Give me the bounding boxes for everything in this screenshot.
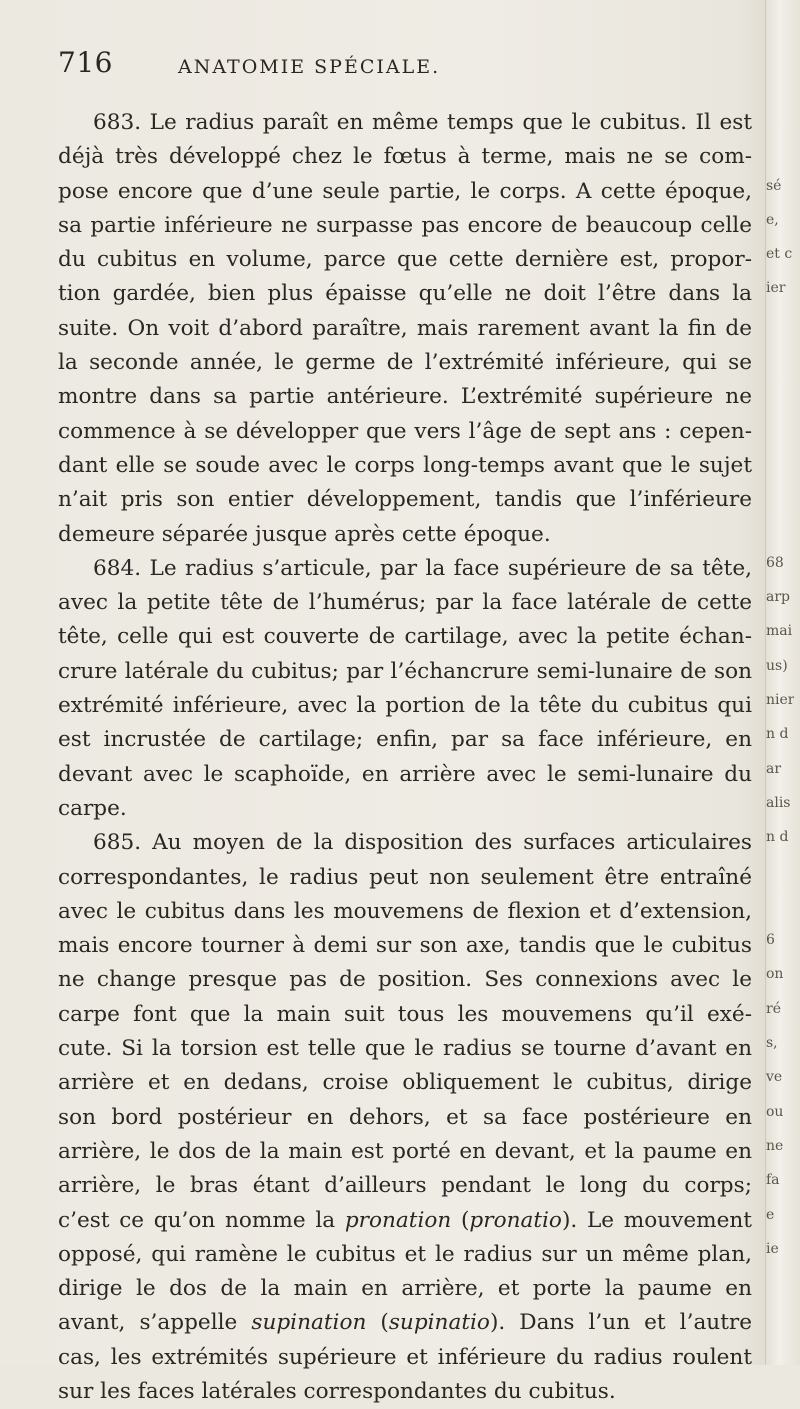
- text-line: arrière, le bras étant d’ailleurs pendant le long du corps;: [58, 1173, 752, 1199]
- text-line: sa partie inférieure ne surpasse pas encore de beaucoup celle: [58, 212, 752, 238]
- text-line: la seconde année, le germe de l’extrémité inférieure, qui se: [58, 350, 752, 376]
- text-line: suite. On voit d’abord paraître, mais rarement avant la fin de: [58, 315, 752, 341]
- margin-fragment: e: [766, 1206, 775, 1223]
- margin-fragment: [766, 374, 794, 408]
- text-line: déjà très développé chez le fœtus à terme, mais ne se com-: [58, 144, 752, 170]
- text-line: avec la petite tête de l’humérus; par la face latérale de cette: [58, 590, 752, 616]
- text-line: devant avec le scaphoïde, en arrière avec le semi-lunaire du: [58, 761, 752, 787]
- text-line: mais encore tourner à demi sur son axe, tandis que le cubitus: [58, 933, 752, 959]
- margin-fragment: nier: [766, 692, 794, 709]
- text-line: cas, les extrémités supérieure et inférieure du radius roulent: [58, 1344, 752, 1370]
- paragraph: [58, 106, 752, 552]
- text-line: son bord postérieur en dehors, et sa face postérieure en: [58, 1104, 752, 1130]
- text-line: dant elle se soude avec le corps long-temps avant que le sujet: [58, 452, 752, 478]
- margin-fragment: on: [766, 966, 784, 983]
- text-line: correspondantes, le radius peut non seulement être entraîné: [58, 864, 752, 890]
- margin-fragment: [766, 409, 794, 443]
- margin-fragment: [766, 855, 794, 889]
- text-line: avant, s’appelle supination (supinatio). Dans l’un et l’autre: [58, 1310, 752, 1336]
- margin-fragment: ier: [766, 280, 786, 297]
- margin-fragment: [766, 512, 794, 546]
- text-line: est incrustée de cartilage; enfin, par sa face inférieure, en: [58, 727, 752, 753]
- margin-fragment: s,: [766, 1035, 778, 1052]
- text-line: ne change presque pas de position. Ses connexions avec le: [58, 967, 752, 993]
- text-line: crure latérale du cubitus; par l’échancrure semi-lunaire de son: [58, 658, 752, 684]
- margin-fragment: [766, 477, 794, 511]
- margin-fragment: ne: [766, 1137, 784, 1154]
- margin-fragment: fa: [766, 1172, 780, 1189]
- margin-fragment: ré: [766, 1000, 781, 1017]
- margin-fragment: ie: [766, 1240, 779, 1257]
- paragraph: [58, 552, 752, 826]
- margin-fragment: e,: [766, 211, 779, 228]
- text-line: tête, celle qui est couverte de cartilage, avec la petite échan-: [58, 624, 752, 650]
- text-line: opposé, qui ramène le cubitus et le radius sur un même plan,: [58, 1241, 752, 1267]
- margin-fragment: 6: [766, 932, 775, 949]
- text-line: montre dans sa partie antérieure. L’extrémité supérieure ne: [58, 384, 752, 410]
- text-line: pose encore que d’une seule partie, le corps. A cette époque,: [58, 178, 752, 204]
- page-gutter: [765, 0, 800, 1365]
- margin-fragment: [766, 306, 794, 340]
- margin-fragment: arp: [766, 589, 791, 606]
- text-line: c’est ce qu’on nomme la pronation (pronatio). Le mouvement: [58, 1207, 752, 1233]
- margin-fragment: 68: [766, 554, 784, 571]
- margin-fragment: us): [766, 657, 788, 674]
- margin-fragment: ou: [766, 1103, 784, 1120]
- margin-fragment: [766, 889, 794, 923]
- margin-fragment: et c: [766, 246, 793, 263]
- running-head: ANATOMIE SPÉCIALE.: [178, 56, 441, 78]
- text-line: arrière, le dos de la main est porté en devant, et la paume en: [58, 1138, 752, 1164]
- margin-fragment: ve: [766, 1069, 783, 1086]
- margin-fragment: n d: [766, 726, 789, 743]
- text-line: carpe.: [58, 795, 127, 821]
- margin-fragment: [766, 1300, 794, 1334]
- margin-fragment: [766, 340, 794, 374]
- paragraph: [58, 826, 752, 1409]
- margin-fragment: alis: [766, 794, 791, 811]
- text-line: commence à se développer que vers l’âge de sept ans : cepen-: [58, 418, 752, 444]
- body-text: [58, 106, 752, 1409]
- text-line: carpe font que la main suit tous les mouvemens qu’il exé-: [58, 1001, 752, 1027]
- text-line: n’ait pris son entier développement, tandis que l’inférieure: [58, 487, 752, 513]
- text-line: dirige le dos de la main en arrière, et porte la paume en: [58, 1276, 752, 1302]
- margin-fragment: [766, 100, 794, 134]
- text-line: avec le cubitus dans les mouvemens de flexion et d’extension,: [58, 898, 752, 924]
- margin-fragment: [766, 134, 794, 168]
- text-line: arrière et en dedans, croise obliquement le cubitus, dirige: [58, 1070, 752, 1096]
- text-line: 685. Au moyen de la disposition des surfaces articulaires: [93, 830, 752, 856]
- text-line: sur les faces latérales correspondantes du cubitus.: [58, 1378, 616, 1404]
- text-line: tion gardée, bien plus épaisse qu’elle ne doit l’être dans la: [58, 281, 752, 307]
- margin-fragment: [766, 443, 794, 477]
- page-header: [58, 46, 698, 86]
- text-line: 684. Le radius s’articule, par la face supérieure de sa tête,: [93, 555, 752, 581]
- margin-fragment: [766, 1266, 794, 1300]
- text-line: cute. Si la torsion est telle que le radius se tourne d’avant en: [58, 1036, 752, 1062]
- margin-fragment: n d: [766, 829, 789, 846]
- margin-fragment: sé: [766, 177, 782, 194]
- text-line: demeure séparée jusque après cette époque.: [58, 521, 551, 547]
- text-line: 683. Le radius paraît en même temps que le cubitus. Il est: [93, 110, 752, 135]
- margin-fragment: ar: [766, 760, 782, 777]
- margin-bleedthrough: [766, 100, 794, 1257]
- text-line: du cubitus en volume, parce que cette dernière est, propor-: [58, 247, 752, 273]
- page-number: 716: [58, 46, 113, 79]
- text-line: extrémité inférieure, avec la portion de la tête du cubitus qui: [58, 693, 752, 719]
- margin-fragment: mai: [766, 623, 793, 640]
